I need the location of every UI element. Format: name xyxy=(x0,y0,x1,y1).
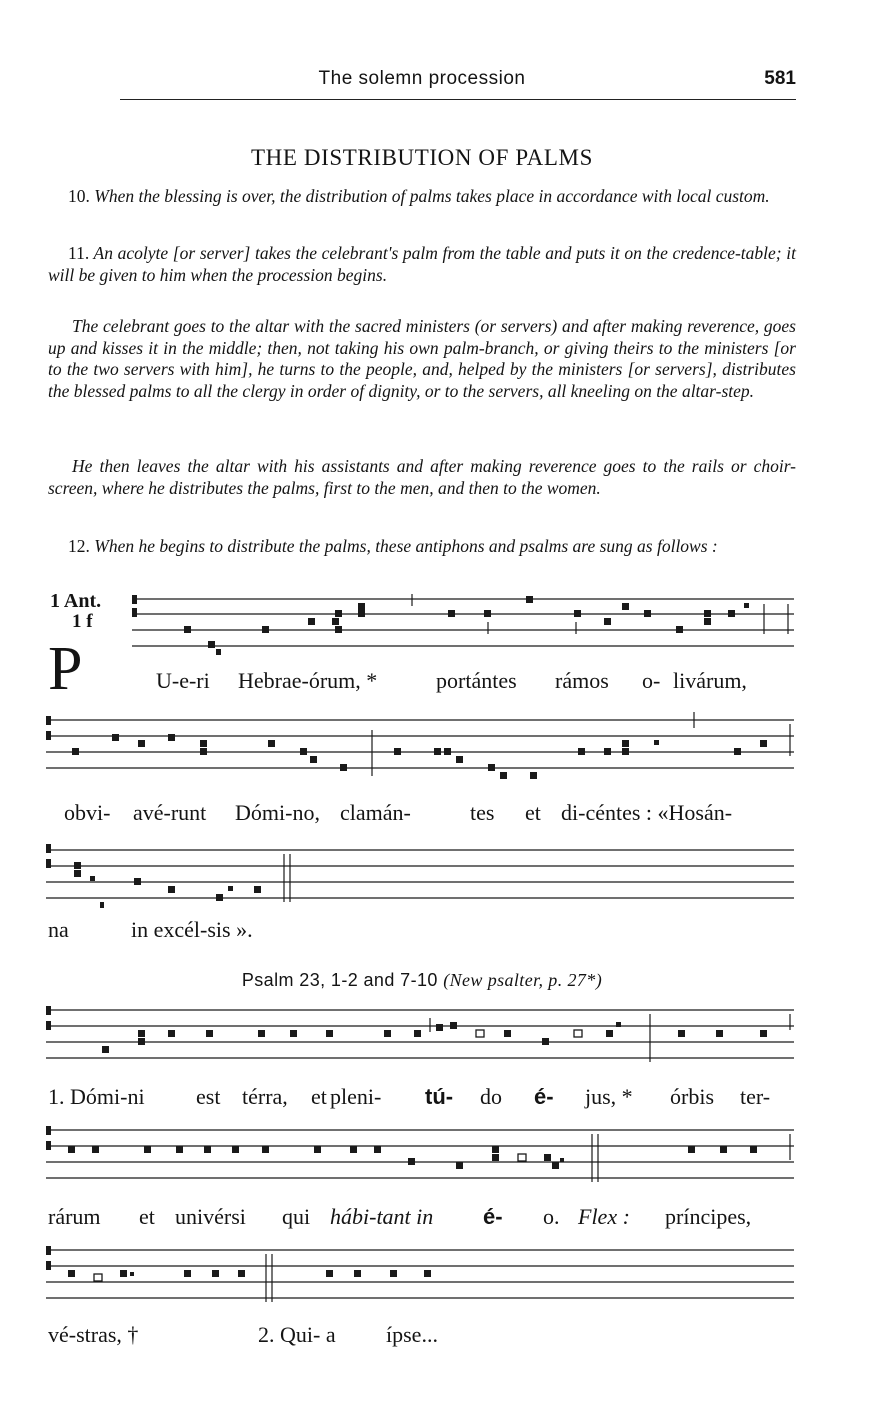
rubric-text: When the blessing is over, the distribution of palms takes place in accordance with local custom. xyxy=(89,186,770,206)
lyric-syllable: 2. Qui- a xyxy=(258,1322,336,1347)
lyric-syllable: clamán- xyxy=(340,800,411,825)
lyric-syllable: térra, xyxy=(242,1084,288,1109)
lyric-syllable: príncipes, xyxy=(665,1204,752,1229)
lyric-syllable: órbis xyxy=(670,1084,714,1109)
lyric-syllable: é- xyxy=(483,1204,503,1229)
lyric-syllable: livárum, xyxy=(673,668,747,693)
lyric-syllable: di-céntes : «Hosán- xyxy=(561,800,733,825)
running-title: The solemn procession xyxy=(318,68,526,89)
rubric-11-rails xyxy=(48,456,796,499)
header-rule xyxy=(120,99,796,100)
lyric-syllable: o. xyxy=(543,1204,560,1229)
rubric-text: He then leaves the altar with his assistants and after making reverence goes to the rails or choir-screen, where he distributes the palms, first to the men, and then to the women. xyxy=(48,456,796,498)
antiphon-mode: 1 f xyxy=(72,611,93,632)
lyric-syllable: portántes xyxy=(436,668,517,693)
chant-staff xyxy=(44,1000,798,1074)
chant-staff xyxy=(128,594,798,656)
lyric-syllable: univérsi xyxy=(175,1204,246,1229)
antiphon-label: 1 Ant. xyxy=(50,590,102,612)
lyric-syllable: Dómi-no, xyxy=(235,800,320,825)
rubric-number: 11. xyxy=(68,243,90,263)
lyric-syllable: tes xyxy=(470,800,495,825)
lyric-syllable: Hebrae-órum, * xyxy=(238,668,378,693)
rubric-number: 12. xyxy=(68,536,90,556)
chant-staff xyxy=(44,710,798,790)
lyric-syllable: o- xyxy=(642,668,661,693)
psalm-heading xyxy=(48,970,796,991)
lyric-syllable: U-e-ri xyxy=(156,668,210,693)
lyric-syllable: est xyxy=(196,1084,221,1109)
lyric-syllable: vé-stras, † xyxy=(48,1322,139,1347)
lyric-syllable: é- xyxy=(534,1084,554,1109)
rubric-10 xyxy=(48,186,796,208)
running-head xyxy=(48,68,796,94)
rubric-12 xyxy=(48,536,796,558)
lyric-syllable: in excél-sis ». xyxy=(131,917,253,942)
rubric-11-celebrant xyxy=(48,316,796,402)
rubric-text: When he begins to distribute the palms, these antiphons and psalms are sung as follows : xyxy=(89,536,718,556)
rubric-number: 10. xyxy=(68,186,90,206)
chant-staff xyxy=(44,840,798,914)
lyric-syllable: et xyxy=(311,1084,327,1109)
lyric-syllable: pleni- xyxy=(330,1084,382,1109)
lyric-syllable: ípse... xyxy=(386,1322,438,1347)
psalm-title: Psalm 23, 1-2 and 7-10 xyxy=(241,970,438,990)
lyric-syllable: na xyxy=(48,917,69,942)
lyric-syllable: et xyxy=(525,800,541,825)
psalter-reference: (New psalter, p. 27*) xyxy=(443,970,603,990)
lyric-syllable: jus, * xyxy=(585,1084,633,1109)
chant-staff xyxy=(44,1240,798,1314)
section-heading: THE DISTRIBUTION OF PALMS xyxy=(251,145,593,170)
rubric-text: An acolyte [or server] takes the celebrant's palm from the table and puts it on the credence-table; it will be given to him when the procession begins. xyxy=(48,243,796,285)
lyric-syllable: Flex : xyxy=(578,1204,630,1229)
lyric-syllable: obvi- xyxy=(64,800,111,825)
lyric-syllable: ter- xyxy=(740,1084,771,1109)
lyric-syllable: rámos xyxy=(555,668,609,693)
lyric-syllable: et xyxy=(139,1204,155,1229)
page-number: 581 xyxy=(764,68,796,89)
rubric-11 xyxy=(48,243,796,286)
chant-staff xyxy=(44,1120,798,1194)
lyric-syllable: hábi-tant in xyxy=(330,1204,434,1229)
lyric-syllable: qui xyxy=(282,1204,311,1229)
drop-cap: P xyxy=(48,635,83,703)
lyric-syllable: 1. Dómi-ni xyxy=(48,1084,145,1109)
lyric-syllable: tú- xyxy=(425,1084,454,1109)
lyric-syllable: do xyxy=(480,1084,502,1109)
rubric-text: The celebrant goes to the altar with the sacred ministers (or servers) and after making reverence, goes up and kisses it in the middle; then, not taking his own palm-branch, or giving theirs to the ministers [or to the two servers with him], he turns to the people, and, helped by the ministers [or servers], distributes the blessed palms to all the clergy in order of dignity, or to the servers, all kneeling on the altar-step. xyxy=(48,316,796,401)
lyric-syllable: rárum xyxy=(48,1204,101,1229)
lyric-syllable: avé-runt xyxy=(133,800,207,825)
